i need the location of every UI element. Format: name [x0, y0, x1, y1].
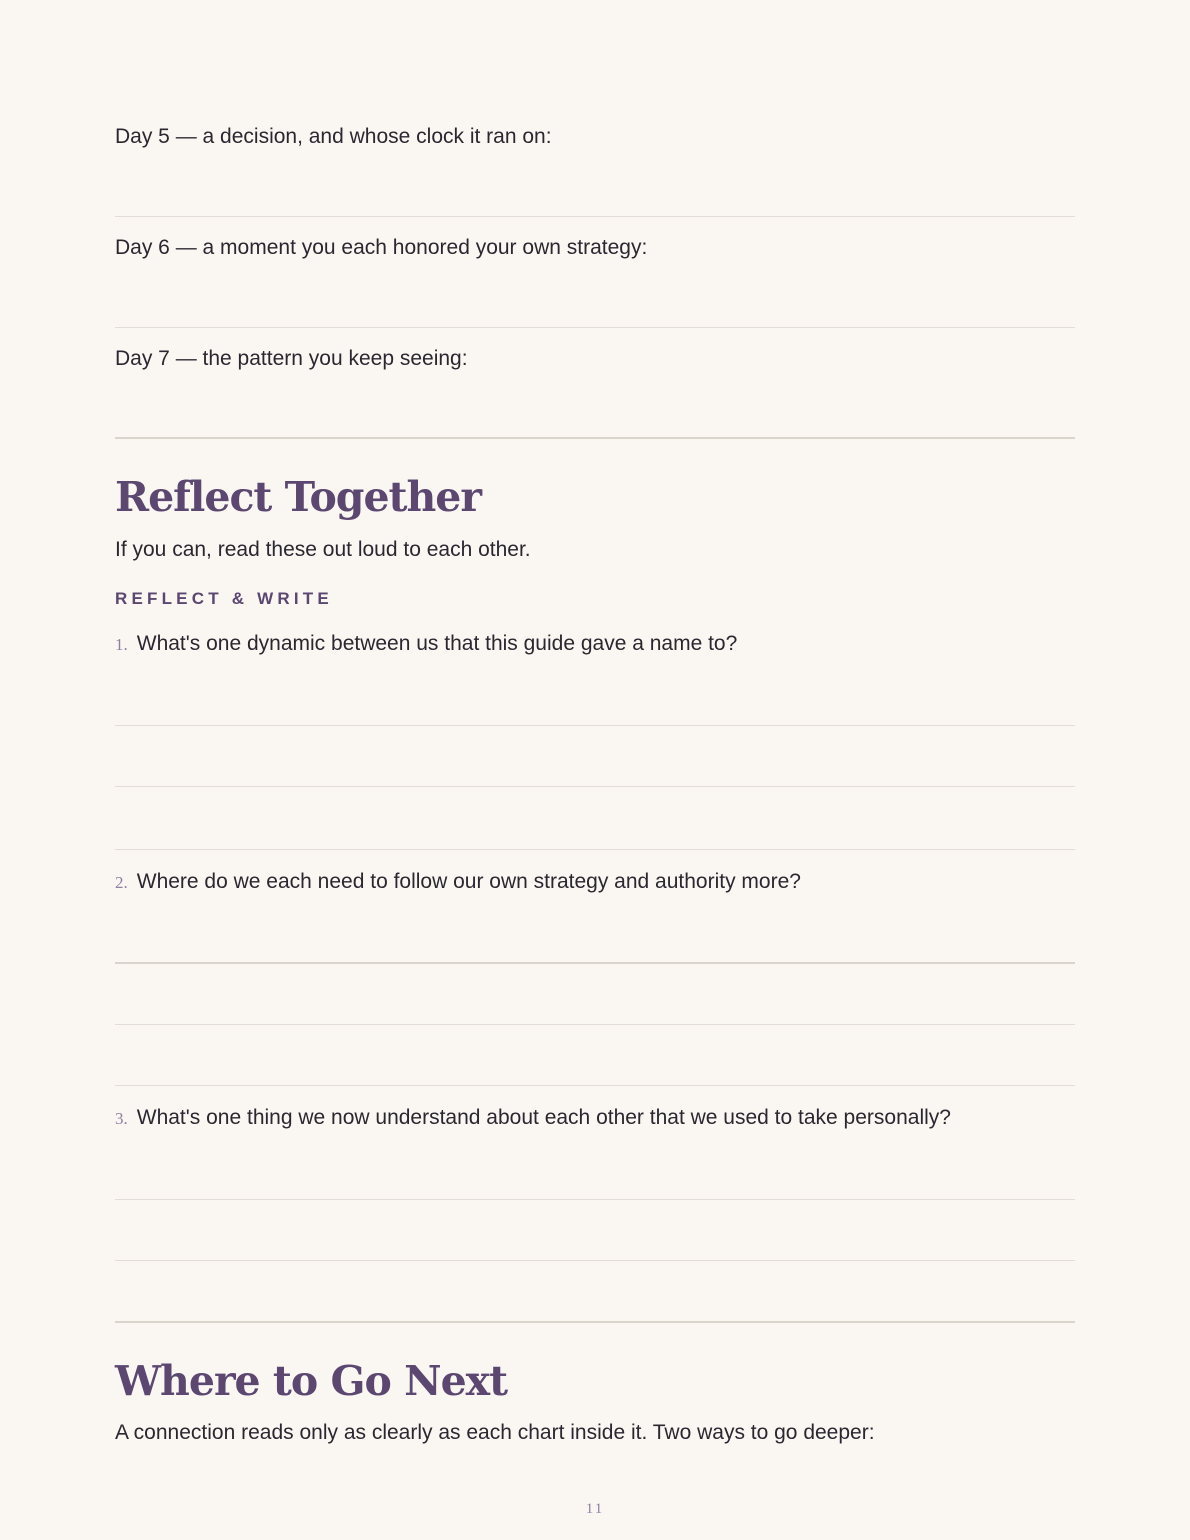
question-number: 2.: [115, 873, 128, 892]
reflect-heading: Reflect Together: [115, 473, 481, 521]
reflect-eyebrow: REFLECT & WRITE: [115, 589, 333, 608]
section-divider: [115, 1321, 1075, 1323]
page-number: 11: [585, 1501, 605, 1517]
question-text: What's one dynamic between us that this guide gave a name to?: [136, 632, 738, 655]
question-number: 1.: [115, 635, 128, 654]
question-text: Where do we each need to follow our own strategy and authority more?: [136, 870, 801, 893]
write-line[interactable]: [115, 1199, 1075, 1200]
write-line[interactable]: [115, 1085, 1075, 1086]
next-intro: A connection reads only as clearly as each chart inside it. Two ways to go deeper:: [115, 1421, 875, 1444]
question-text: What's one thing we now understand about each other that we used to take personally?: [136, 1106, 951, 1129]
write-line[interactable]: [115, 1260, 1075, 1261]
question-1: [115, 631, 737, 658]
section-divider: [115, 437, 1075, 439]
write-line[interactable]: [115, 216, 1075, 217]
next-heading: Where to Go Next: [115, 1357, 508, 1405]
write-line[interactable]: [115, 786, 1075, 787]
log-entry-day-6: Day 6 — a moment you each honored your own strategy:: [115, 236, 648, 259]
question-2: [115, 869, 801, 896]
write-line[interactable]: [115, 849, 1075, 850]
write-line[interactable]: [115, 962, 1075, 964]
question-number: 3.: [115, 1109, 128, 1128]
log-entry-day-5: Day 5 — a decision, and whose clock it ran on:: [115, 125, 552, 148]
reflect-intro: If you can, read these out loud to each other.: [115, 538, 531, 561]
write-line[interactable]: [115, 1024, 1075, 1025]
write-line[interactable]: [115, 725, 1075, 726]
question-3: [115, 1105, 951, 1132]
write-line[interactable]: [115, 327, 1075, 328]
log-entry-day-7: Day 7 — the pattern you keep seeing:: [115, 347, 468, 370]
